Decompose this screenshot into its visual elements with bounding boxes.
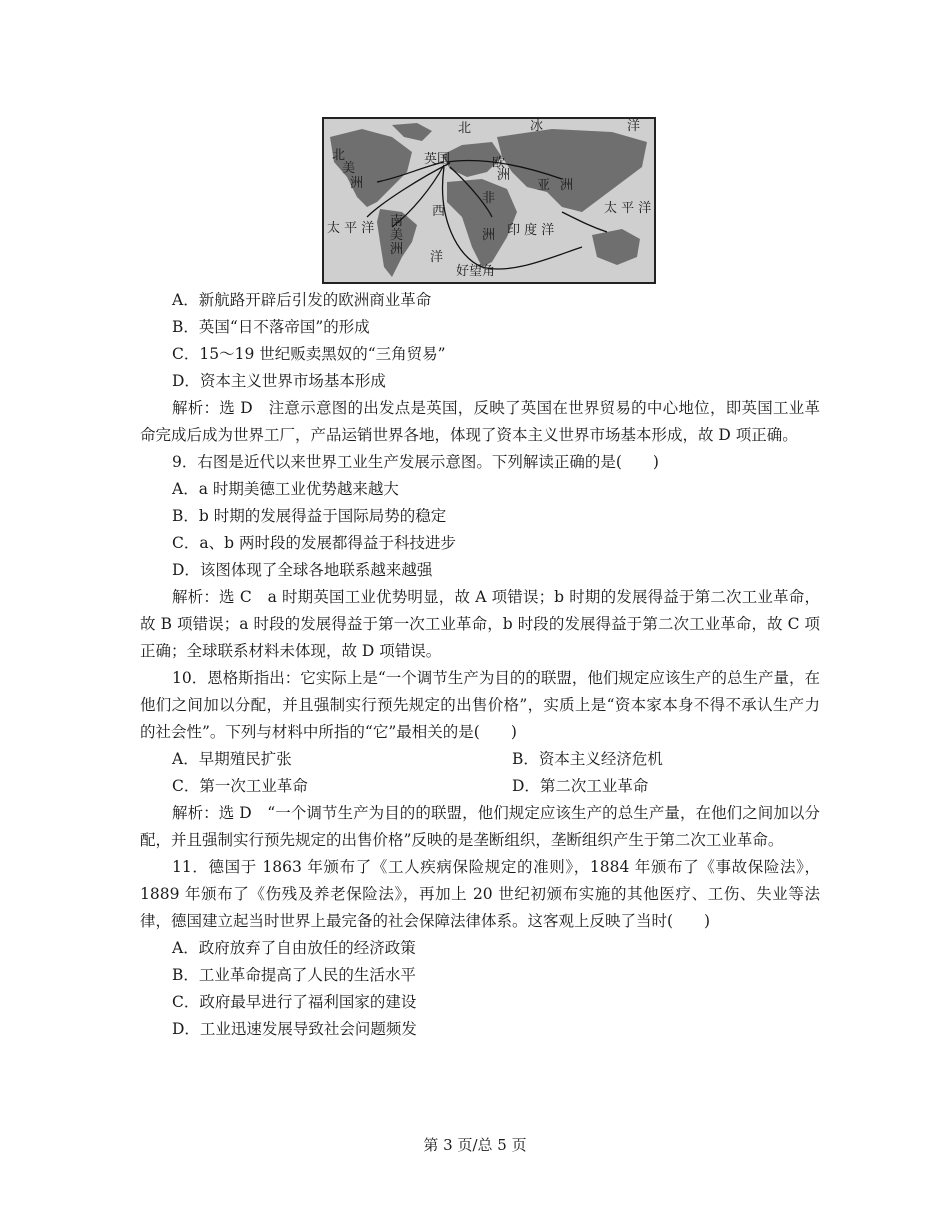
map-label-sa-2: 美 <box>390 228 404 243</box>
map-label-atlantic-2: 洋 <box>430 250 444 265</box>
map-label-sa-1: 南 <box>390 214 404 229</box>
question-content <box>140 287 820 1043</box>
q10-option-b: B．资本主义经济危机 <box>512 750 663 768</box>
q8-option-b: B．英国“日不落帝国”的形成 <box>172 318 370 336</box>
q10-option-c: C．第一次工业革命 <box>172 777 308 795</box>
map-label-pacific-west: 太 平 洋 <box>327 221 375 236</box>
map-label-na-1: 北 <box>332 148 346 163</box>
q8-option-d: D．资本主义世界市场基本形成 <box>172 372 386 390</box>
map-label-eu-2: 洲 <box>497 168 511 183</box>
map-label-as-1: 亚 <box>537 178 551 193</box>
map-label-eu-1: 欧 <box>492 156 506 171</box>
q11-option-b: B．工业革命提高了人民的生活水平 <box>172 966 416 984</box>
map-label-ice: 冰 <box>530 119 544 134</box>
q9-option-a: A．a 时期美德工业优势越来越大 <box>172 480 399 498</box>
page-footer: 第 3 页/总 5 页 <box>423 1136 527 1154</box>
map-label-af-2: 洲 <box>482 228 496 243</box>
map-label-na-3: 洲 <box>350 176 364 191</box>
q11-option-a: A．政府放弃了自由放任的经济政策 <box>172 939 416 957</box>
q11-option-d: D．工业迅速发展导致社会问题频发 <box>172 1020 417 1038</box>
q8-option-c: C．15～19 世纪贩卖黑奴的“三角贸易” <box>172 345 446 363</box>
q9-stem: 9．右图是近代以来世界工业生产发展示意图。下列解读正确的是( ) <box>172 453 659 471</box>
q9-option-c: C．a、b 两时段的发展都得益于科技进步 <box>172 534 456 552</box>
map-label-cape: 好望角 <box>456 264 496 279</box>
q10-option-d: D．第二次工业革命 <box>512 777 649 795</box>
map-label-as-2: 洲 <box>560 178 574 193</box>
q10-stem: 10．恩格斯指出：它实际上是“一个调节生产为目的的联盟，他们规定应该生产的总生产量，在他们之间加以分配，并且强制实行预先规定的出售价格”，实质上是“资本家本身不得不承认生产力的社会性”。下列与材料中所指的“它”最相关的是( ) <box>140 669 820 741</box>
map-label-ocean-north: 洋 <box>627 119 641 134</box>
q11-stem: 11．德国于 1863 年颁布了《工人疾病保险规定的准则》，1884 年颁布了《事故保险法》，1889 年颁布了《伤残及养老保险法》，再加上 20 世纪初颁布实施的其他医疗、工伤、失业等法律，德国建立起当时世界上最完备的社会保障法律体系。这客观上反映了当时( ) <box>140 858 820 930</box>
q8-option-a: A．新航路开辟后引发的欧洲商业革命 <box>172 291 432 309</box>
world-trade-map <box>322 117 656 284</box>
map-label-af-1: 非 <box>482 191 496 206</box>
q9-option-b: B．b 时期的发展得益于国际局势的稳定 <box>172 507 447 525</box>
map-label-north: 北 <box>458 121 472 136</box>
map-label-pacific-east: 太 平 洋 <box>604 201 652 216</box>
map-label-indian-ocean: 印 度 洋 <box>507 223 555 238</box>
q10-options-row-1 <box>140 746 820 773</box>
map-label-atlantic-1: 西 <box>432 204 446 219</box>
q11-option-c: C．政府最早进行了福利国家的建设 <box>172 993 417 1011</box>
map-label-na-2: 美 <box>342 161 356 176</box>
q8-analysis: 解析：选 D 注意示意图的出发点是英国，反映了英国在世界贸易的中心地位，即英国工业革命完成后成为世界工厂，产品运销世界各地，体现了资本主义世界市场基本形成，故 D 项正确。 <box>140 399 820 444</box>
q10-analysis: 解析：选 D “一个调节生产为目的的联盟，他们规定应该生产的总生产量，在他们之间加以分配，并且强制实行预先规定的出售价格”反映的是垄断组织，垄断组织产生于第二次工业革命。 <box>140 804 820 849</box>
q9-analysis: 解析：选 C a 时期英国工业优势明显，故 A 项错误；b 时期的发展得益于第二次工业革命，故 B 项错误；a 时段的发展得益于第一次工业革命，b 时段的发展得益于第二次工业革命，故 C 项正确；全球联系材料未体现，故 D 项错误。 <box>140 588 820 660</box>
q10-options-row-2 <box>140 773 820 800</box>
map-label-uk: 英国 <box>424 152 451 167</box>
map-label-sa-3: 洲 <box>390 242 404 257</box>
q10-option-a: A．早期殖民扩张 <box>172 750 292 768</box>
q9-option-d: D．该图体现了全球各地联系越来越强 <box>172 561 433 579</box>
